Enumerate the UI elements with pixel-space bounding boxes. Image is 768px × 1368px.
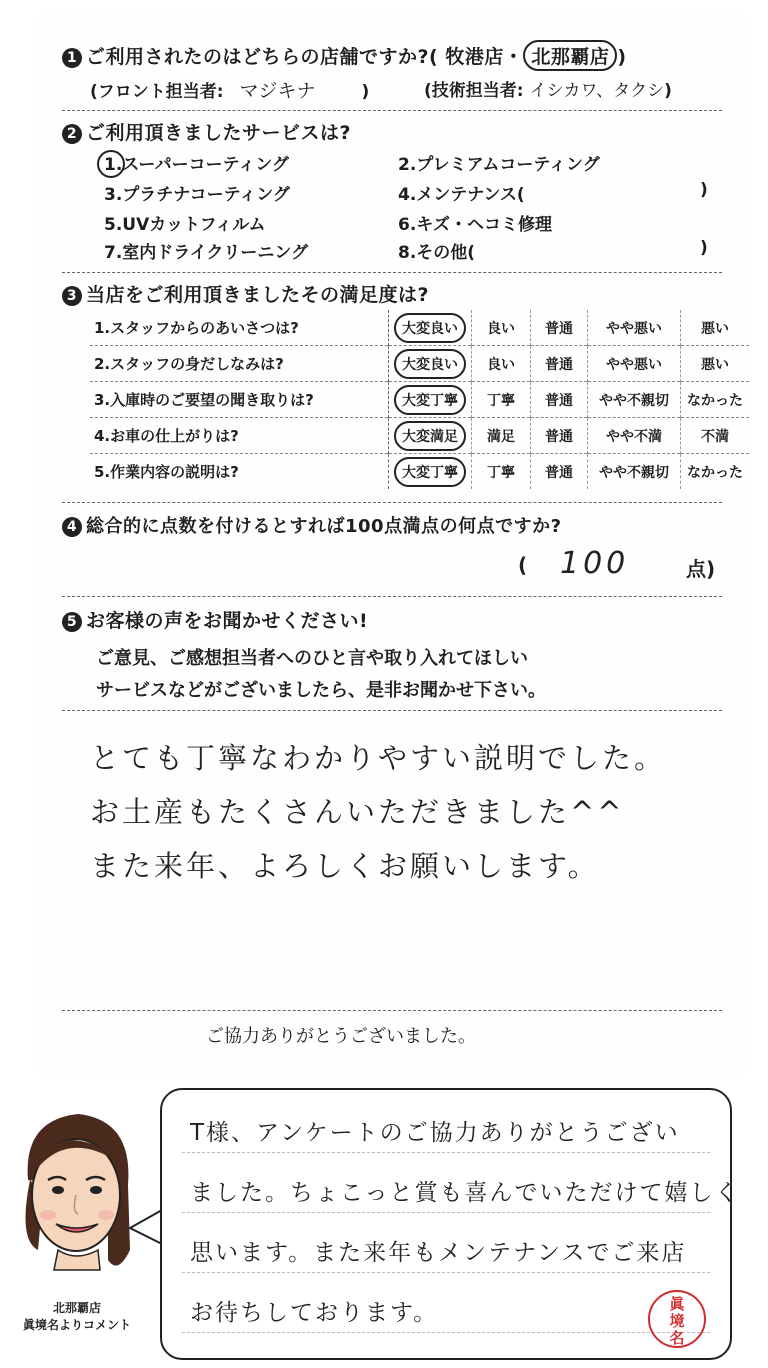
option: 悪い [701, 356, 729, 373]
q3-text: 当店をご利用頂きましたその満足度は? [86, 284, 430, 306]
service-item: 2.プレミアムコーティング [398, 155, 600, 175]
ruled-line [182, 1272, 710, 1273]
option: なかった [687, 392, 743, 409]
satisfaction-question: 4.お車の仕上がりは? [90, 418, 389, 454]
q2-number: 2 [62, 124, 82, 144]
service-item: 1.スーパーコーティング [104, 155, 289, 175]
service-item: 4.メンテナンス( [398, 185, 525, 205]
service-close-paren: ) [700, 238, 708, 258]
option: やや悪い [588, 346, 681, 382]
q5-heading [62, 606, 368, 633]
option: 普通 [531, 382, 588, 418]
selected-option: 大変良い [394, 349, 466, 379]
tech-close: ) [664, 81, 672, 101]
option: 悪い [701, 320, 729, 337]
q2-text: ご利用頂きましたサービスは? [86, 122, 352, 144]
selected-option: 大変満足 [394, 421, 466, 451]
q3-heading [62, 280, 429, 307]
satisfaction-question: 2.スタッフの身だしなみは? [90, 346, 389, 382]
service-item: 3.プラチナコーティング [104, 185, 290, 205]
q5-subtext: サービスなどがございましたら、是非お聞かせ下さい。 [96, 680, 546, 701]
stamp-char: 眞 [669, 1295, 685, 1313]
staff-reply-bubble [160, 1088, 740, 1360]
caption-store: 北那覇店 [52, 1301, 101, 1315]
option: やや不親切 [588, 454, 681, 490]
staff-reply-line: ました。ちょこっと賞も喜んでいただけて嬉しく [190, 1180, 740, 1206]
q4-unit: 点) [686, 557, 716, 581]
option: やや不親切 [588, 382, 681, 418]
q4-heading [62, 512, 562, 538]
divider [62, 1010, 722, 1011]
stamp-char: 名 [669, 1329, 685, 1347]
divider [62, 596, 722, 597]
ruled-line [182, 1152, 710, 1153]
option: 普通 [531, 454, 588, 490]
q1-number: 1 [62, 48, 82, 68]
option: 良い [472, 310, 531, 346]
q1-heading [62, 40, 627, 71]
selected-option: 大変丁寧 [394, 457, 466, 487]
divider [62, 710, 722, 711]
option: 満足 [472, 418, 531, 454]
option: やや不満 [588, 418, 681, 454]
table-row [90, 418, 749, 454]
staff-reply-line: 思います。また来年もメンテナンスでご来店 [190, 1240, 687, 1266]
tech-staff-line [424, 76, 672, 101]
service-item: 6.キズ・ヘコミ修理 [398, 215, 552, 235]
customer-comment-line: とても丁寧なわかりやすい説明でした。 [90, 741, 667, 775]
option: 普通 [531, 346, 588, 382]
store-kitanaha: 北那覇店 [531, 46, 610, 68]
q1-open: ( [429, 46, 439, 68]
speech-bubble-tail [128, 1208, 164, 1248]
tech-staff-name: イシカワ、タクシ [529, 81, 665, 101]
store-dot: ・ [503, 46, 524, 68]
q5-text: お客様の声をお聞かせください! [86, 610, 369, 632]
service-item: 7.室内ドライクリーニング [104, 243, 309, 263]
satisfaction-question: 3.入庫時のご要望の聞き取りは? [90, 382, 389, 418]
store-kitanaha-selected [523, 40, 617, 71]
caption-comment-from: 眞境名よりコメント [22, 1318, 131, 1332]
selected-option: 大変良い [394, 313, 466, 343]
ruled-line [182, 1332, 710, 1333]
front-close: ) [361, 82, 370, 102]
selected-option: 大変丁寧 [394, 385, 466, 415]
q2-heading [62, 118, 351, 145]
option: やや悪い [588, 310, 681, 346]
q5-subtext: ご意見、ご感想担当者へのひと言や取り入れてほしい [96, 648, 528, 669]
staff-avatar-illustration [8, 1100, 148, 1290]
q4-open: ( [518, 553, 528, 577]
satisfaction-table [90, 310, 749, 489]
q1-close: ) [617, 46, 627, 68]
tech-label: (技術担当者: [424, 81, 524, 101]
table-row [90, 310, 749, 346]
option: 不満 [701, 428, 729, 445]
customer-comment-line: また来年、よろしくお願いします。 [90, 849, 600, 883]
divider [62, 502, 722, 503]
name-seal-stamp [648, 1290, 706, 1348]
store-makiminato: 牧港店 [445, 46, 504, 68]
staff-caption [2, 1300, 152, 1334]
divider [62, 272, 722, 273]
q1-text: ご利用されたのはどちらの店舗ですか? [86, 46, 430, 68]
service-close-paren: ) [700, 180, 708, 200]
thanks-message: ご協力ありがとうございました。 [206, 1026, 476, 1047]
q4-number: 4 [62, 517, 82, 537]
overall-score: 100 [560, 546, 630, 581]
front-staff-name: マジキナ [239, 80, 316, 102]
option: 丁寧 [472, 454, 531, 490]
q5-number: 5 [62, 612, 82, 632]
table-row [90, 454, 749, 490]
staff-reply-line: お待ちしております。 [190, 1300, 439, 1326]
option: 良い [472, 346, 531, 382]
satisfaction-question: 5.作業内容の説明は? [90, 454, 389, 490]
option: 普通 [531, 310, 588, 346]
service-item: 8.その他( [398, 243, 476, 263]
satisfaction-question: 1.スタッフからのあいさつは? [90, 310, 389, 346]
staff-reply-line: T様、アンケートのご協力ありがとうござい [190, 1120, 680, 1146]
q3-number: 3 [62, 286, 82, 306]
option: なかった [687, 464, 743, 481]
table-row [90, 382, 749, 418]
option: 普通 [531, 418, 588, 454]
option: 丁寧 [472, 382, 531, 418]
stamp-char: 境 [669, 1312, 685, 1330]
service-item: 5.UVカットフィルム [104, 215, 266, 235]
table-row [90, 346, 749, 382]
ruled-line [182, 1212, 710, 1213]
customer-comment-line: お土産もたくさんいただきました^^ [90, 795, 625, 829]
divider [62, 110, 722, 111]
front-staff-line [90, 76, 369, 103]
front-label: (フロント担当者: [90, 82, 224, 102]
q4-text: 総合的に点数を付けるとすれば100点満点の何点ですか? [86, 516, 562, 537]
